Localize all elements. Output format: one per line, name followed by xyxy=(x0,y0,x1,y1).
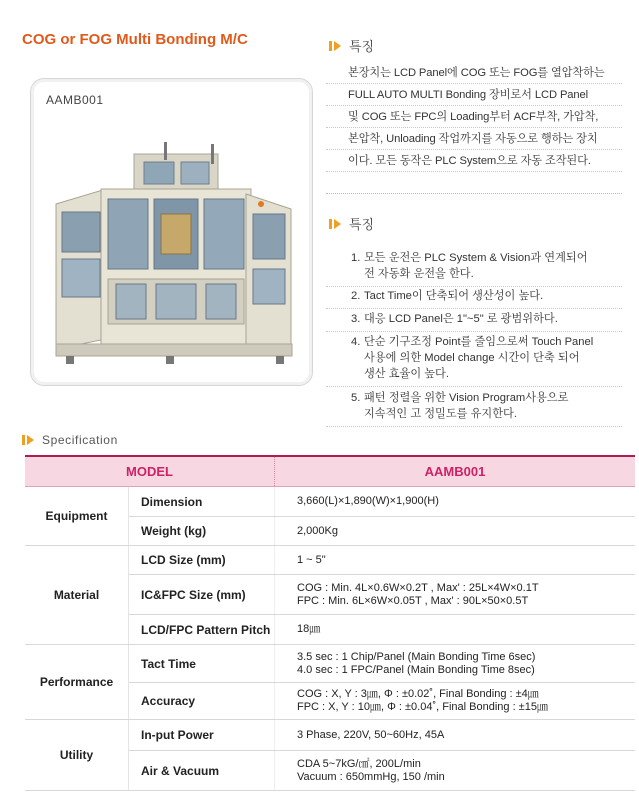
spec-value xyxy=(275,575,636,615)
spec-value-line: COG : Min. 4L×0.6W×0.2T , Max' : 25L×4W×0.1T xyxy=(297,581,539,594)
feature-item: 4. 단순 기구조정 Point를 줄임으로써 Touch Panel 사용에 의한 Model change 시간이 단축 되어 생산 효율이 높다. xyxy=(326,334,622,387)
model-value: AAMB001 xyxy=(275,456,636,487)
spec-value xyxy=(275,683,636,720)
group-material: Material xyxy=(25,546,129,645)
description-line: 이다. 모든 동작은 PLC System으로 자동 조작된다. xyxy=(326,150,622,172)
spec-label: Air & Vacuum xyxy=(129,751,275,791)
spec-value xyxy=(275,751,636,791)
features-heading: 특징 xyxy=(329,36,374,55)
spec-value: 2,000Kg xyxy=(275,517,636,546)
spec-value-line: COG : X, Y : 3㎛, Φ : ±0.02˚, Final Bonding : ±4㎛ xyxy=(297,688,539,700)
feature-item: 3. 대응 LCD Panel은 1"~5" 로 광범위하다. xyxy=(326,311,622,332)
group-utility: Utility xyxy=(25,720,129,791)
orange-arrow-icon xyxy=(329,40,341,52)
spec-label: LCD/FPC Pattern Pitch xyxy=(129,615,275,645)
description-box xyxy=(326,58,622,194)
spec-value: 1 ~ 5" xyxy=(275,546,636,575)
spec-label: Dimension xyxy=(129,487,275,517)
description-line: FULL AUTO MULTI Bonding 장비로서 LCD Panel xyxy=(326,84,622,106)
feature-item: 1. 모든 운전은 PLC System & Vision과 연계되어 전 자동화 운전을 한다. xyxy=(326,250,622,287)
specification-table xyxy=(25,455,635,791)
bonding-machine-image xyxy=(46,134,296,384)
group-equipment: Equipment xyxy=(25,487,129,546)
orange-arrow-icon xyxy=(329,218,341,230)
orange-arrow-icon xyxy=(22,434,34,446)
description-line: 본장치는 LCD Panel에 COG 또는 FOG를 열압착하는 xyxy=(326,62,622,84)
table-row xyxy=(25,720,635,751)
model-label: MODEL xyxy=(25,456,275,487)
spec-value-line: 3.5 sec : 1 Chip/Panel (Main Bonding Time 6sec) xyxy=(297,650,536,663)
table-row xyxy=(25,487,635,517)
spec-value-line: Vacuum : 650mmHg, 150 /min xyxy=(297,770,445,783)
spec-value: 3,660(L)×1,890(W)×1,900(H) xyxy=(275,487,636,517)
table-row xyxy=(25,546,635,575)
group-performance: Performance xyxy=(25,645,129,720)
table-header-row xyxy=(25,456,635,487)
feature-item: 5. 패턴 정렬을 위한 Vision Program사용으로 지속적인 고 정밀도를 유지한다. xyxy=(326,390,622,427)
spec-value: 3 Phase, 220V, 50~60Hz, 45A xyxy=(275,720,636,751)
spec-value xyxy=(275,645,636,683)
description-line: 및 COG 또는 FPC의 Loading부터 ACF부착, 가압착, xyxy=(326,106,622,128)
spec-label: Tact Time xyxy=(129,645,275,683)
spec-value-line: FPC : Min. 6L×6W×0.05T , Max' : 90L×50×0.5T xyxy=(297,594,529,607)
spec-value-line: 4.0 sec : 1 FPC/Panel (Main Bonding Time 8sec) xyxy=(297,663,535,676)
features-list xyxy=(326,238,622,424)
feature-item: 2. Tact Time이 단축되어 생산성이 높다. xyxy=(326,288,622,309)
spec-label: Accuracy xyxy=(129,683,275,720)
product-code: AAMB001 xyxy=(46,93,104,107)
description-line: 본압착, Unloading 작업까지를 자동으로 행하는 장치 xyxy=(326,128,622,150)
spec-value-line: FPC : X, Y : 10㎛, Φ : ±0.04˚, Final Bonding : ±15㎛ xyxy=(297,701,548,713)
table-row xyxy=(25,645,635,683)
spec-label: Weight (kg) xyxy=(129,517,275,546)
spec-label: In-put Power xyxy=(129,720,275,751)
spec-label: IC&FPC Size (mm) xyxy=(129,575,275,615)
spec-value: 18㎛ xyxy=(275,615,636,645)
specification-heading: Specification xyxy=(22,432,118,447)
spec-value-line: CDA 5~7kG/㎠, 200L/min xyxy=(297,757,421,770)
features-heading-2: 특징 xyxy=(329,214,374,233)
product-photo-frame xyxy=(30,78,313,386)
page-title: COG or FOG Multi Bonding M/C xyxy=(22,31,248,48)
spec-label: LCD Size (mm) xyxy=(129,546,275,575)
